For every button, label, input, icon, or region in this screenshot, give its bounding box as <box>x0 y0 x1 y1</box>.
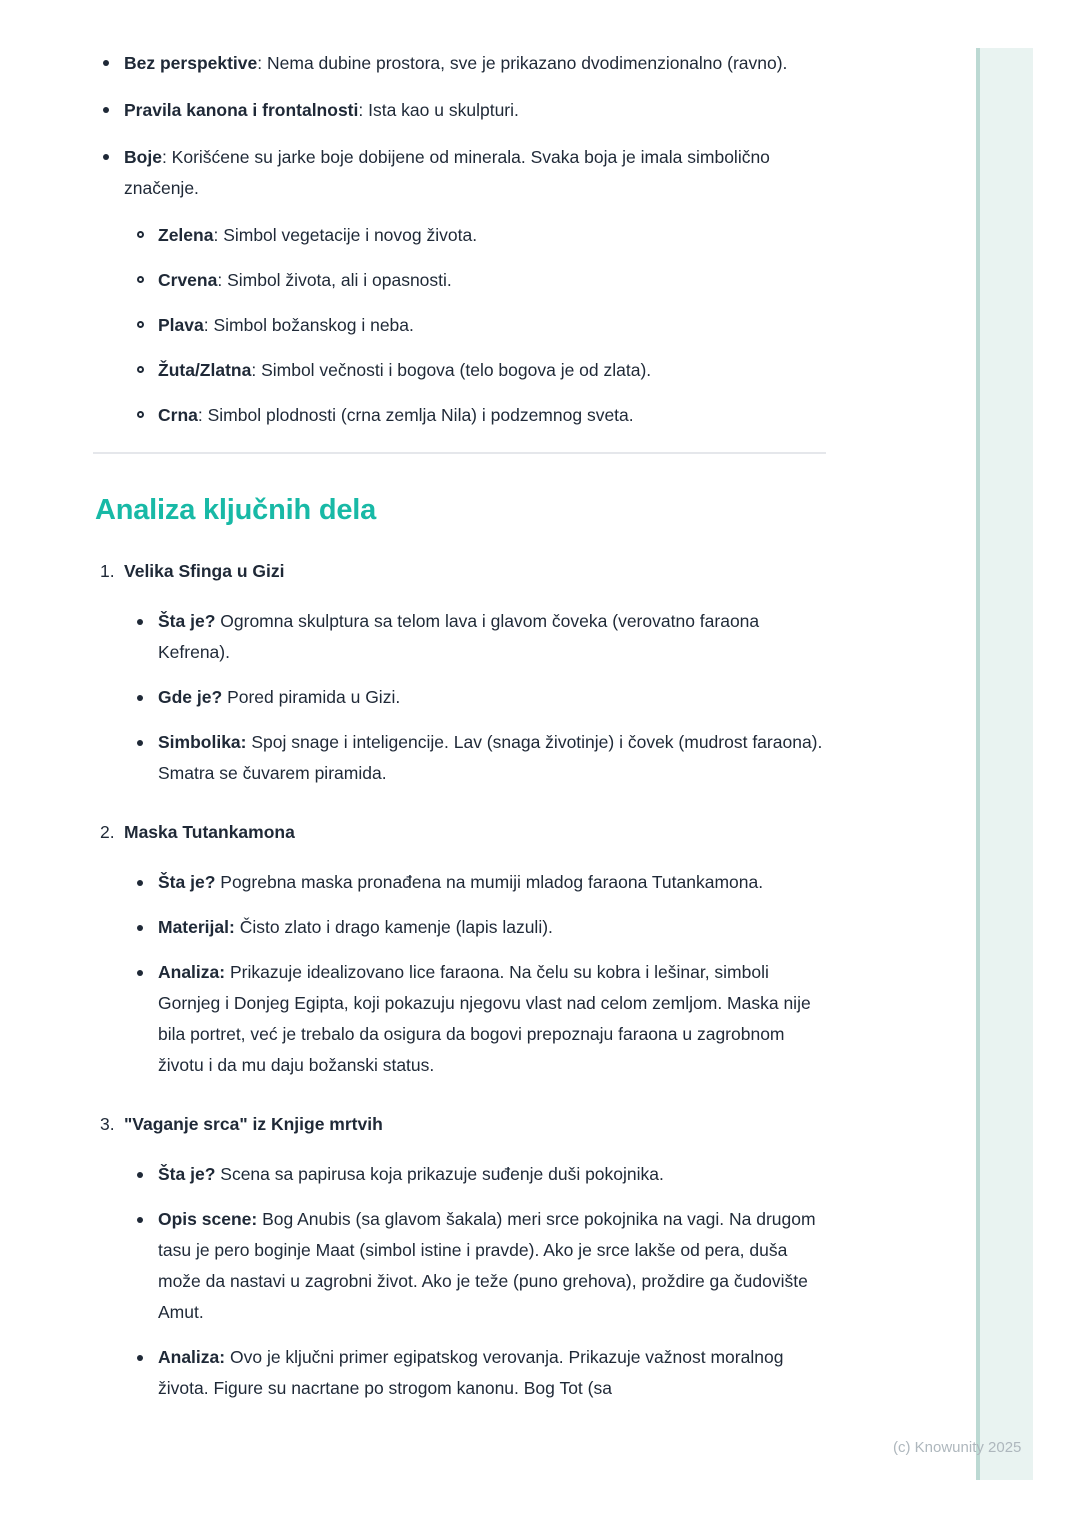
list-item <box>95 142 832 204</box>
bullet-text: Simbol vegetacije i novog života. <box>223 225 478 245</box>
bullet-disc-icon <box>137 619 143 625</box>
work-title: Maska Tutankamona <box>124 822 295 842</box>
numbered-work-item <box>95 1109 832 1404</box>
list-item <box>95 310 832 341</box>
bullet-label: Crvena <box>158 270 218 290</box>
bullet-circle-icon <box>137 366 144 373</box>
bullet-separator: : <box>358 100 369 120</box>
work-title: Velika Sfinga u Gizi <box>124 561 285 581</box>
list-item <box>95 95 832 126</box>
bullet-text: Simbol života, ali i opasnosti. <box>227 270 452 290</box>
list-item <box>95 355 832 386</box>
bullet-label: Šta je? <box>158 872 216 892</box>
section-divider <box>93 452 826 454</box>
page-edge-highlight-strip <box>976 48 1033 1480</box>
bullet-disc-icon <box>137 970 143 976</box>
list-item <box>95 1342 832 1404</box>
bullet-separator: : <box>197 405 208 425</box>
bullet-label: Plava <box>158 315 204 335</box>
work-title: "Vaganje srca" iz Knjige mrtvih <box>124 1114 383 1134</box>
bullet-circle-icon <box>137 411 144 418</box>
bullet-label: Simbolika: <box>158 732 247 752</box>
bullet-text: Bog Anubis (sa glavom šakala) meri srce pokojnika na vagi. Na drugom tasu je pero boginje Maat (simbol istine i pravde). Ako je srce lakše od pera, duša može da nastavi u zagrobni život. Ako je teže (puno grehova), proždire ga čudovište Amut. <box>158 1209 816 1322</box>
work-number: 2. <box>100 822 115 842</box>
bullet-separator: : <box>203 315 214 335</box>
bullet-disc-icon <box>137 740 143 746</box>
bullet-label: Gde je? <box>158 687 223 707</box>
work-points-list <box>95 606 832 789</box>
bullet-circle-icon <box>137 231 144 238</box>
bullet-text: Spoj snage i inteligencije. Lav (snaga životinje) i čovek (mudrost faraona). Smatra se čuvarem piramida. <box>158 732 823 783</box>
bullet-disc-icon <box>137 1355 143 1361</box>
bullet-disc-icon <box>137 1217 143 1223</box>
work-title-row <box>95 556 832 587</box>
numbered-work-item <box>95 556 832 789</box>
list-item <box>95 727 832 789</box>
bullet-disc-icon <box>137 925 143 931</box>
work-points-list <box>95 867 832 1081</box>
list-item <box>95 912 832 943</box>
bullet-separator: : <box>251 360 262 380</box>
list-item <box>95 606 832 668</box>
bullet-disc-icon <box>103 154 109 160</box>
bullet-text: Pored piramida u Gizi. <box>227 687 401 707</box>
bullet-text: Simbol večnosti i bogova (telo bogova je od zlata). <box>261 360 652 380</box>
bullet-text: Simbol plodnosti (crna zemlja Nila) i podzemnog sveta. <box>207 405 634 425</box>
bullet-label: Bez perspektive <box>124 53 258 73</box>
list-item <box>95 220 832 251</box>
bullet-label: Zelena <box>158 225 214 245</box>
section-heading: Analiza ključnih dela <box>95 494 377 526</box>
bullet-separator: : <box>213 225 224 245</box>
bullet-label: Analiza: <box>158 1347 226 1367</box>
bullet-text: Nema dubine prostora, sve je prikazano dvodimenzionalno (ravno). <box>267 53 788 73</box>
bullet-text: Prikazuje idealizovano lice faraona. Na čelu su kobra i lešinar, simboli Gornjeg i Donjeg Egipta, koji pokazuju njegovu vlast nad celom zemljom. Maska nije bila portret, već je trebalo da osigura da bogovi prepoznaju faraona u zagrobnom životu i da mu daju božanski status. <box>158 962 811 1075</box>
bullet-text: Pogrebna maska pronađena na mumiji mladog faraona Tutankamona. <box>220 872 764 892</box>
numbered-work-item <box>95 817 832 1081</box>
list-item <box>95 1159 832 1190</box>
bullet-label: Žuta/Zlatna <box>158 360 252 380</box>
bullet-label: Analiza: <box>158 962 226 982</box>
bullet-disc-icon <box>137 695 143 701</box>
bullet-disc-icon <box>137 880 143 886</box>
work-title-row <box>95 817 832 848</box>
list-item <box>95 957 832 1081</box>
bullet-separator: : <box>161 147 172 167</box>
bullet-label: Pravila kanona i frontalnosti <box>124 100 359 120</box>
document-content <box>95 48 832 1404</box>
bullet-disc-icon <box>103 60 109 66</box>
bullet-label: Crna <box>158 405 198 425</box>
bullet-label: Opis scene: <box>158 1209 258 1229</box>
bullet-label: Boje <box>124 147 162 167</box>
bullet-separator: : <box>257 53 267 73</box>
list-item <box>95 265 832 296</box>
bullet-label: Materijal: <box>158 917 235 937</box>
bullet-text: Korišćene su jarke boje dobijene od minerala. Svaka boja je imala simbolično značenje. <box>124 147 770 198</box>
list-item <box>95 48 832 79</box>
work-title-row <box>95 1109 832 1140</box>
key-works-numbered-list <box>95 556 832 1404</box>
bullet-text: Čisto zlato i drago kamenje (lapis lazuli). <box>239 917 553 937</box>
bullet-label: Šta je? <box>158 1164 216 1184</box>
bullet-text: Ovo je ključni primer egipatskog verovanja. Prikazuje važnost moralnog života. Figure su nacrtane po strogom kanonu. Bog Tot (sa <box>158 1347 784 1398</box>
color-symbolism-list <box>95 220 832 431</box>
work-number: 3. <box>100 1114 115 1134</box>
list-item <box>95 682 832 713</box>
bullet-text: Simbol božanskog i neba. <box>213 315 414 335</box>
bullet-text: Ogromna skulptura sa telom lava i glavom čoveka (verovatno faraona Kefrena). <box>158 611 760 662</box>
bullet-disc-icon <box>103 107 109 113</box>
list-item <box>95 867 832 898</box>
copyright-watermark: (c) Knowunity 2025 <box>893 1439 1022 1456</box>
intro-bullet-list <box>95 48 832 204</box>
bullet-text: Scena sa papirusa koja prikazuje suđenje duši pokojnika. <box>220 1164 664 1184</box>
work-points-list <box>95 1159 832 1404</box>
bullet-circle-icon <box>137 276 144 283</box>
bullet-label: Šta je? <box>158 611 216 631</box>
list-item <box>95 1204 832 1328</box>
bullet-disc-icon <box>137 1172 143 1178</box>
work-number: 1. <box>100 561 115 581</box>
bullet-text: Ista kao u skulpturi. <box>368 100 519 120</box>
bullet-separator: : <box>217 270 228 290</box>
bullet-circle-icon <box>137 321 144 328</box>
list-item <box>95 400 832 431</box>
